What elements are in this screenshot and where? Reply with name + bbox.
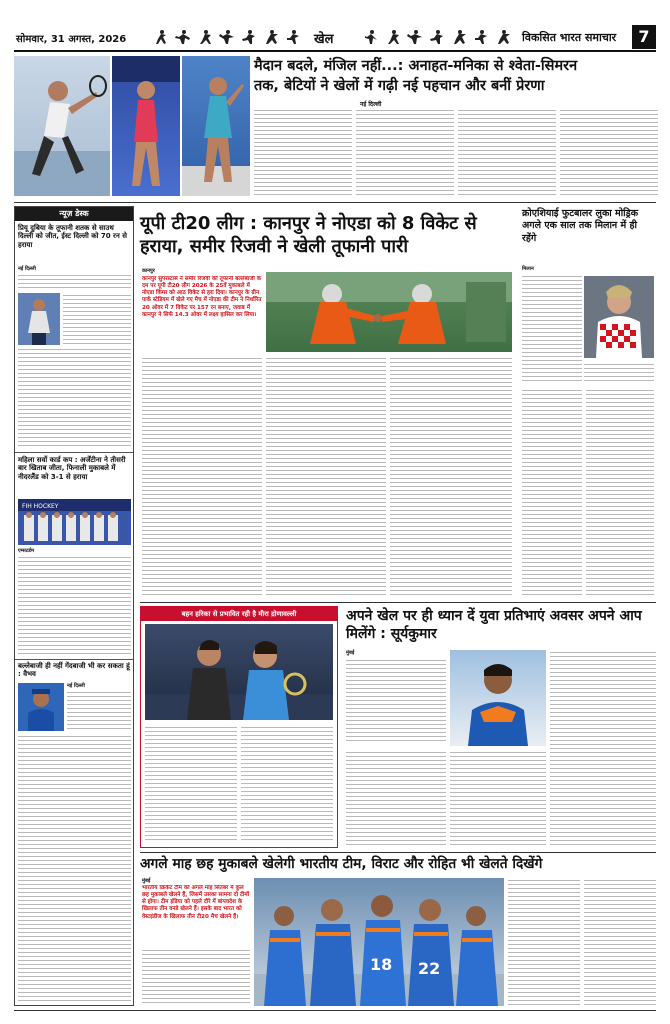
- bottom-deck: भारतीय क्रिकेट टीम को अगले माह सितंबर में कुल छह मुकाबले खेलने हैं, जिसमें उसका सामना दो टीमों से होगा। टीम इंडिया को पहले दौरे में बांग्लादेश के खिलाफ तीन वनडे खेलने हैं। इसके बाद भारत को वेस्टइंडीज के खिलाफ तीन टी20 मैच खेलने हैं।: [142, 885, 250, 920]
- news-item3-photo: [18, 683, 64, 731]
- lead-body-col4: [560, 108, 658, 198]
- surya-body-col1: [346, 658, 446, 742]
- croatia-dateline: मिलान: [522, 266, 534, 272]
- bottom-body-col2: [508, 878, 580, 1006]
- meera-body-col2: [241, 725, 333, 843]
- news-desk-label: न्यूज़ डेस्क: [15, 207, 133, 221]
- jersey-number-18: 18: [370, 955, 393, 974]
- masthead-date: सोमवार, 31 अगस्त, 2026: [16, 34, 127, 45]
- up-t20-headline: यूपी टी20 लीग : कानपुर ने नोएडा को 8 विकेट से हराया, समीर रिजवी ने खेली तूफानी पारी: [140, 213, 477, 258]
- news-item3-body-b: [18, 734, 131, 1002]
- lead-photo-2: [112, 56, 180, 196]
- meera-box: [140, 606, 338, 848]
- lead-headline-line2: तक, बेटियों ने खेलों में गढ़ी नई पहचान और बनीं प्रेरणा: [254, 78, 545, 94]
- bottom-dateline: मुंबई: [142, 878, 151, 884]
- page-foot-rule: [14, 1010, 656, 1011]
- news-item1-body-b: [63, 293, 131, 345]
- croatia-body-b: [584, 362, 654, 384]
- croatia-box: [520, 206, 656, 600]
- croatia-body-c: [522, 388, 582, 596]
- news-item2-photo: [18, 499, 131, 545]
- croatia-headline: क्रोएशियाई फुटबालर लुका मोड्रिक अगले एक साल तक मिलान में ही रहेंगे: [522, 208, 638, 244]
- surya-photo: [450, 650, 546, 746]
- news-desk-column: [14, 206, 134, 1006]
- mid-rule: [140, 602, 656, 603]
- masthead-paper-name: विकसित भारत समाचार: [522, 31, 617, 44]
- croatia-body-a: [522, 274, 582, 384]
- news-item3-headline: बल्लेबाजी ही नहीं गेंदबाजी भी कर सकता हूं : वैभव: [18, 662, 130, 679]
- jersey-number-22: 22: [418, 959, 441, 978]
- up-t20-body-col2: [266, 356, 386, 598]
- surya-body-col2b: [450, 750, 546, 846]
- news-item2-headline: महिला सर्वो कार्ड कप : अर्जेंटीना ने तीसरी बार खिताब जीता, फिनाली मुकाबले में नीदरलैंड को 3-1 से हराया: [18, 456, 126, 481]
- news-item2-dateline: एम्सटर्डम: [18, 548, 34, 554]
- lead-headline-line1: मैदान बदले, मंजिल नहीं...: अनाहत-मनिका से श्वेता-सिमरन: [254, 58, 578, 74]
- surya-dateline: मुंबई: [346, 650, 355, 656]
- sport-silhouettes-right: [364, 29, 514, 45]
- meera-body-col1: [145, 725, 237, 843]
- up-t20-dateline: कानपुर: [142, 268, 155, 274]
- bottom-team-photo: [254, 878, 504, 1006]
- up-t20-body-col1: [142, 356, 262, 598]
- news-item2-body: [18, 555, 131, 655]
- meera-photo: [145, 624, 333, 720]
- bottom-headline: अगले माह छह मुकाबले खेलेगी भारतीय टीम, विराट और रोहित भी खेलते दिखेंगे: [140, 856, 543, 872]
- lead-photo-1: [14, 56, 110, 196]
- news-item3-body-a: [67, 690, 131, 731]
- page-number: 7: [632, 25, 656, 49]
- surya-body-col1b: [346, 750, 446, 846]
- meera-banner: बहन हरिका से प्रभावित रही है मीरा द्रोणावल्ली: [141, 607, 337, 621]
- news-item3-dateline: नई दिल्ली: [67, 683, 85, 689]
- surya-body-col3: [550, 650, 656, 846]
- news-divider-2: [15, 659, 133, 660]
- news-item1-body-a: [18, 273, 131, 291]
- bottom-body-col3: [584, 878, 656, 1006]
- news-item1-headline: प्रियू दुबिया के तूफानी शतक से साउथ दिल्ली को जीत, ईस्ट दिल्ली को 70 रन से हराया: [18, 224, 127, 249]
- lead-byline: नई दिल्ली: [360, 101, 382, 108]
- lead-photo-3: [182, 56, 250, 196]
- news-divider-1: [15, 452, 133, 453]
- modric-photo: [584, 276, 654, 358]
- lead-body-col3: [458, 108, 556, 198]
- surya-headline: अपने खेल पर ही ध्यान दें युवा प्रतिभाएं अवसर अपने आप मिलेंगे : सूर्यकुमार: [346, 608, 642, 642]
- news-item1-dateline: नई दिल्ली: [18, 266, 36, 272]
- fih-board-text: FIH HOCKEY: [22, 503, 59, 510]
- bottom-body-col1: [142, 948, 250, 1006]
- bottom-rule: [140, 852, 656, 853]
- lead-body-col2: [356, 108, 454, 198]
- up-t20-photo: [266, 272, 512, 352]
- news-item1-body-c: [18, 347, 131, 447]
- news-item1-photo: [18, 293, 60, 345]
- lead-body-col1: [254, 108, 352, 198]
- up-t20-body-col3: [390, 356, 512, 598]
- croatia-body-d: [586, 388, 654, 596]
- section-rule: [14, 202, 656, 203]
- sport-silhouettes: [154, 29, 304, 45]
- masthead-rule: [14, 50, 656, 52]
- masthead-section: खेल: [314, 32, 334, 47]
- masthead: [14, 27, 656, 49]
- up-t20-deck: कानपुर सुपरस्टार्स ने समीर रिजवी की तूफानी बल्लेबाजी के दम पर यूपी टी20 लीग 2026 के 25वें मुकाबले में नोएडा किंग्स को आठ विकेट से हरा दिया। कानपुर के ग्रीन पार्क स्टेडियम में खेले गए मैच में नोएडा की टीम ने निर्धारित 20 ओवर में 7 विकेट पर 157 रन बनाए, जवाब में कानपुर ने सिर्फ 14.3 ओवर में लक्ष्य हासिल कर लिया।: [142, 276, 262, 318]
